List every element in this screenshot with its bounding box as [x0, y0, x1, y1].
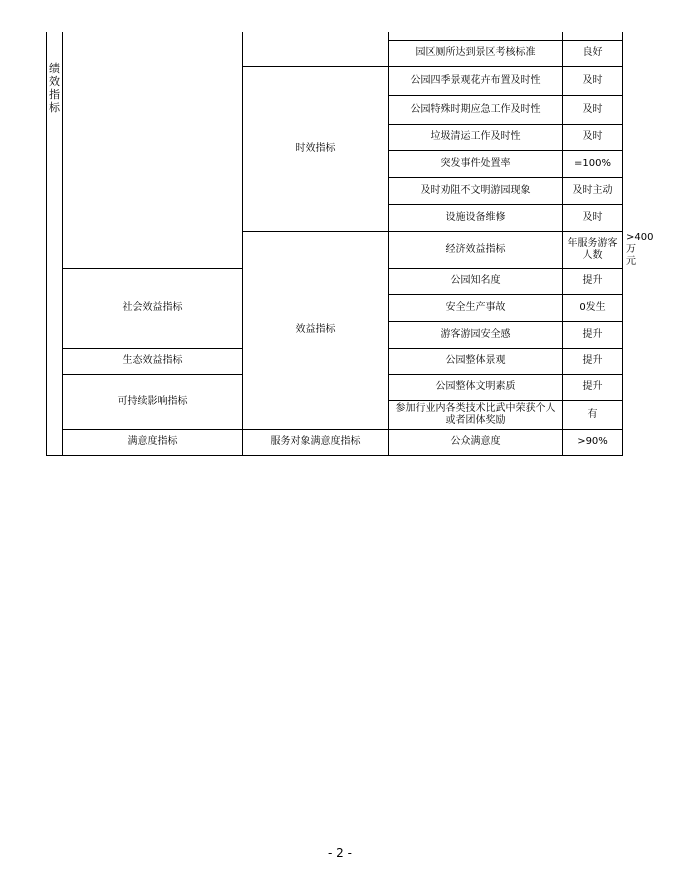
value-cell: 提升	[563, 321, 623, 348]
value-cell: 提升	[563, 374, 623, 400]
level3-indicator-cell: 社会效益指标	[63, 268, 243, 348]
value-cell: >90%	[563, 429, 623, 455]
value-cell: 有	[563, 400, 623, 429]
level2-indicator-cell: 满意度指标	[63, 429, 243, 455]
level1-indicator-cell	[47, 32, 63, 455]
indicator-cell: 设施设备维修	[389, 204, 563, 231]
level1-indicator-label: 绩效指标	[49, 62, 60, 114]
level3-indicator-cell: 可持续影响指标	[63, 374, 243, 429]
table-row: 效益指标 经济效益指标 年服务游客人数 >400万元	[47, 231, 623, 268]
value-cell: 及时	[563, 66, 623, 95]
table-row	[47, 429, 623, 455]
value-cell: 0发生	[563, 294, 623, 321]
indicator-cell: 公园整体文明素质	[389, 374, 563, 400]
indicator-cell: 公园四季景观花卉布置及时性	[389, 66, 563, 95]
level2-indicator-cell	[63, 32, 243, 268]
indicator-cell: 公园整体景观	[389, 348, 563, 374]
value-cell: 及时	[563, 204, 623, 231]
value-cell: 提升	[563, 348, 623, 374]
performance-indicator-table	[46, 32, 654, 456]
value-cell: 及时	[563, 95, 623, 124]
indicator-cell: 年服务游客人数	[563, 231, 623, 268]
value-cell: 良好	[563, 40, 623, 66]
indicator-cell: 园区厕所达到景区考核标准	[389, 40, 563, 66]
indicator-cell: 及时劝阻不文明游园现象	[389, 177, 563, 204]
level3-indicator-cell: 服务对象满意度指标	[243, 429, 389, 455]
value-cell	[563, 32, 623, 40]
value-cell: =100%	[563, 150, 623, 177]
table-row	[47, 32, 623, 40]
indicator-cell: 垃圾清运工作及时性	[389, 124, 563, 150]
indicator-cell: 公众满意度	[389, 429, 563, 455]
level3-indicator-cell: 经济效益指标	[389, 231, 563, 268]
indicator-cell: 参加行业内各类技术比武中荣获个人或者团体奖励	[389, 400, 563, 429]
level3-indicator-cell: 时效指标	[243, 66, 389, 231]
value-cell: 及时主动	[563, 177, 623, 204]
level3-indicator-cell	[243, 32, 389, 66]
indicator-cell: 公园知名度	[389, 268, 563, 294]
indicator-cell: 安全生产事故	[389, 294, 563, 321]
indicator-cell	[389, 32, 563, 40]
value-cell: 提升	[563, 268, 623, 294]
indicator-cell: 游客游园安全感	[389, 321, 563, 348]
level2-indicator-cell: 效益指标	[243, 231, 389, 429]
indicator-cell: 突发事件处置率	[389, 150, 563, 177]
level3-indicator-cell: 生态效益指标	[63, 348, 243, 374]
value-cell: 及时	[563, 124, 623, 150]
indicator-cell: 公园特殊时期应急工作及时性	[389, 95, 563, 124]
page-number: - 2 -	[328, 846, 352, 860]
